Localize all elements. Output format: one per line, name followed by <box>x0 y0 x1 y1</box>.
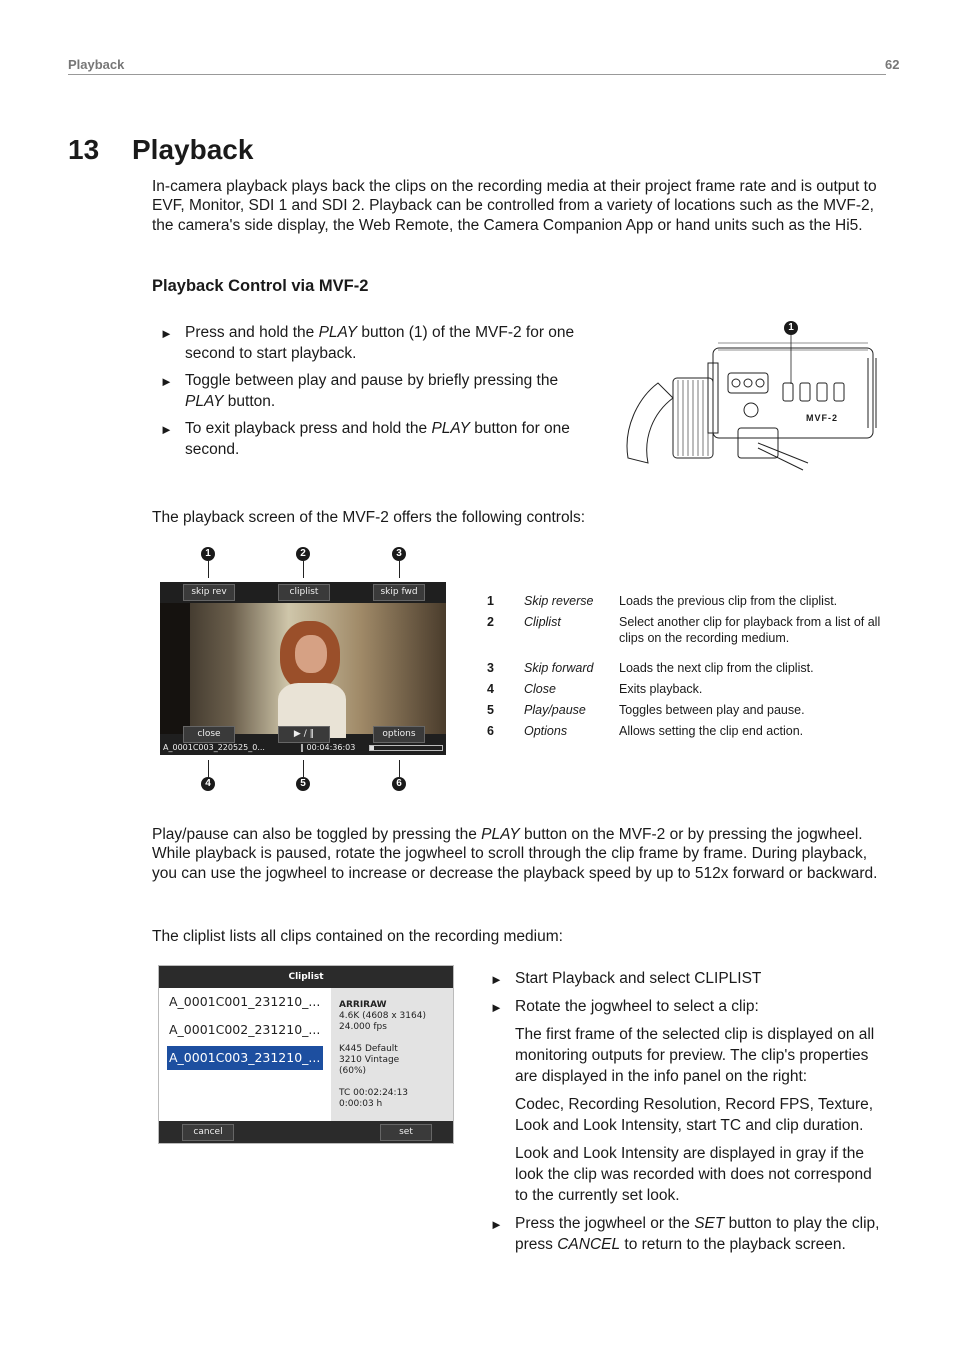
list-item: ► Press the jogwheel or the SET button to play the clip, press CANCEL to return to the playback screen. <box>490 1215 880 1253</box>
table-row: 2 Cliplist Select another clip for playback from a list of all clips on the recording medium. <box>487 615 881 645</box>
options-button[interactable]: options <box>373 726 425 743</box>
list-item: ► Press and hold the PLAY button (1) of the MVF-2 for one second to start playback. <box>160 324 575 362</box>
bullet-arrow-icon: ► <box>490 1217 503 1232</box>
info-texture: 3210 Vintage <box>339 1055 400 1065</box>
callout-line <box>208 760 209 777</box>
table-row: 3 Skip forward Loads the next clip from the cliplist. <box>487 661 814 675</box>
subject-face <box>295 635 327 673</box>
mvf2-camera-illustration <box>618 318 880 476</box>
info-duration: 0:00:03 h <box>339 1099 383 1109</box>
callout-line <box>399 561 400 578</box>
info-look: K445 Default <box>339 1044 398 1054</box>
running-header: Playback <box>68 57 125 72</box>
chapter-number: 13 <box>68 134 100 165</box>
clip-list-item-selected[interactable]: A_0001C003_231210_... <box>169 1050 321 1065</box>
skip-fwd-button[interactable]: skip fwd <box>373 584 425 601</box>
table-row: 6 Options Allows setting the clip end action. <box>487 724 804 738</box>
set-button[interactable]: set <box>380 1124 432 1141</box>
bullet-arrow-icon: ► <box>160 422 173 437</box>
cliplist-bullet-list <box>490 968 880 1255</box>
list-item: ► To exit playback press and hold the PLAY button for one second. <box>160 420 570 458</box>
callout-line <box>399 760 400 777</box>
playback-screen-figure <box>160 545 450 795</box>
header-rule <box>68 74 886 75</box>
video-frame <box>160 603 446 734</box>
list-paragraph: The first frame of the selected clip is displayed on all monitoring outputs for preview. The clip's properties are displayed in the info panel on the right: <box>515 1026 875 1085</box>
section-heading: Playback Control via MVF-2 <box>152 277 369 295</box>
callout-badge: 1 <box>201 547 215 561</box>
list-item: ► Rotate the jogwheel to select a clip: <box>490 996 880 1017</box>
list-item: ► Start Playback and select CLIPLIST <box>490 968 880 989</box>
intro-paragraph: In-camera playback plays back the clips on the recording media at their project frame rate and is output to EVF, Monitor, SDI 1 and SDI 2. Playback can be controlled from a variety of locations such as the MVF-2, the camera's side display, the Web Remote, the Camera Companion App or hand units such as the Hi5. <box>152 178 877 234</box>
info-start-tc: TC 00:02:24:13 <box>339 1088 409 1098</box>
bullet-arrow-icon: ► <box>490 972 503 987</box>
callout-badge: 3 <box>392 547 406 561</box>
mvf-bullet-list <box>160 322 590 460</box>
info-resolution: 4.6K (4608 x 3164) <box>339 1011 426 1021</box>
controls-table <box>487 594 887 745</box>
progress-bar[interactable] <box>369 745 443 751</box>
cliplist-bottom-bar <box>159 1121 453 1143</box>
page-number: 62 <box>885 57 900 72</box>
bullet-arrow-icon: ► <box>160 374 173 389</box>
play-pause-button[interactable]: ▶ / ‖ <box>278 726 330 743</box>
callout-line <box>303 760 304 777</box>
callout-badge: 4 <box>201 777 215 791</box>
clip-info-panel <box>331 988 453 1121</box>
list-paragraph: Look and Look Intensity are displayed in gray if the look the clip was recorded with does not correspond to the currently set look. <box>515 1145 872 1204</box>
info-codec: ARRIRAW <box>339 1000 387 1010</box>
playpause-paragraph: Play/pause can also be toggled by pressing the PLAY button on the MVF-2 or by pressing the jogwheel. While playback is paused, rotate the jogwheel to scroll through the clip frame by frame. During playback, you can use the jogwheel to increase or decrease the playback speed by up to 512x forward or backward. <box>152 826 878 882</box>
clip-list-item[interactable]: A_0001C002_231210_... <box>169 1022 321 1037</box>
list-item: ► Toggle between play and pause by briefly pressing the PLAY button. <box>160 372 559 410</box>
foreground-shadow <box>160 603 190 734</box>
timecode: ‖ 00:04:36:03 <box>300 743 356 752</box>
callout-badge: 1 <box>784 321 798 335</box>
list-paragraph: Codec, Recording Resolution, Record FPS, Texture, Look and Look Intensity, start TC and clip duration. <box>515 1096 874 1134</box>
clip-list-item[interactable]: A_0001C001_231210_... <box>169 994 321 1009</box>
camera-model-label: MVF-2 <box>806 413 838 423</box>
callout-line <box>303 561 304 578</box>
screen-intro: The playback screen of the MVF-2 offers the following controls: <box>152 509 586 526</box>
close-button[interactable]: close <box>183 726 235 743</box>
table-row: 5 Play/pause Toggles between play and pause. <box>487 703 805 717</box>
callout-badge: 5 <box>296 777 310 791</box>
table-row: 4 Close Exits playback. <box>487 682 703 696</box>
clip-name: A_0001C003_220525_0... <box>163 743 265 752</box>
chapter-title: Playback <box>132 134 254 165</box>
info-fps: 24.000 fps <box>339 1022 387 1032</box>
cliplist-button[interactable]: cliplist <box>278 584 330 601</box>
callout-badge: 2 <box>296 547 310 561</box>
info-look-intensity: (60%) <box>339 1066 367 1076</box>
callout-badge: 6 <box>392 777 406 791</box>
skip-rev-button[interactable]: skip rev <box>183 584 235 601</box>
cancel-button[interactable]: cancel <box>182 1124 234 1141</box>
cliplist-intro: The cliplist lists all clips contained on the recording medium: <box>152 928 563 945</box>
bullet-arrow-icon: ► <box>490 1000 503 1015</box>
callout-line <box>208 561 209 578</box>
progress-fill <box>370 746 374 750</box>
cliplist-title-bar: Cliplist <box>159 966 453 988</box>
bullet-arrow-icon: ► <box>160 326 173 341</box>
playback-screen <box>160 582 446 755</box>
cliplist-screen <box>158 965 454 1144</box>
table-row: 1 Skip reverse Loads the previous clip from the cliplist. <box>487 594 838 608</box>
